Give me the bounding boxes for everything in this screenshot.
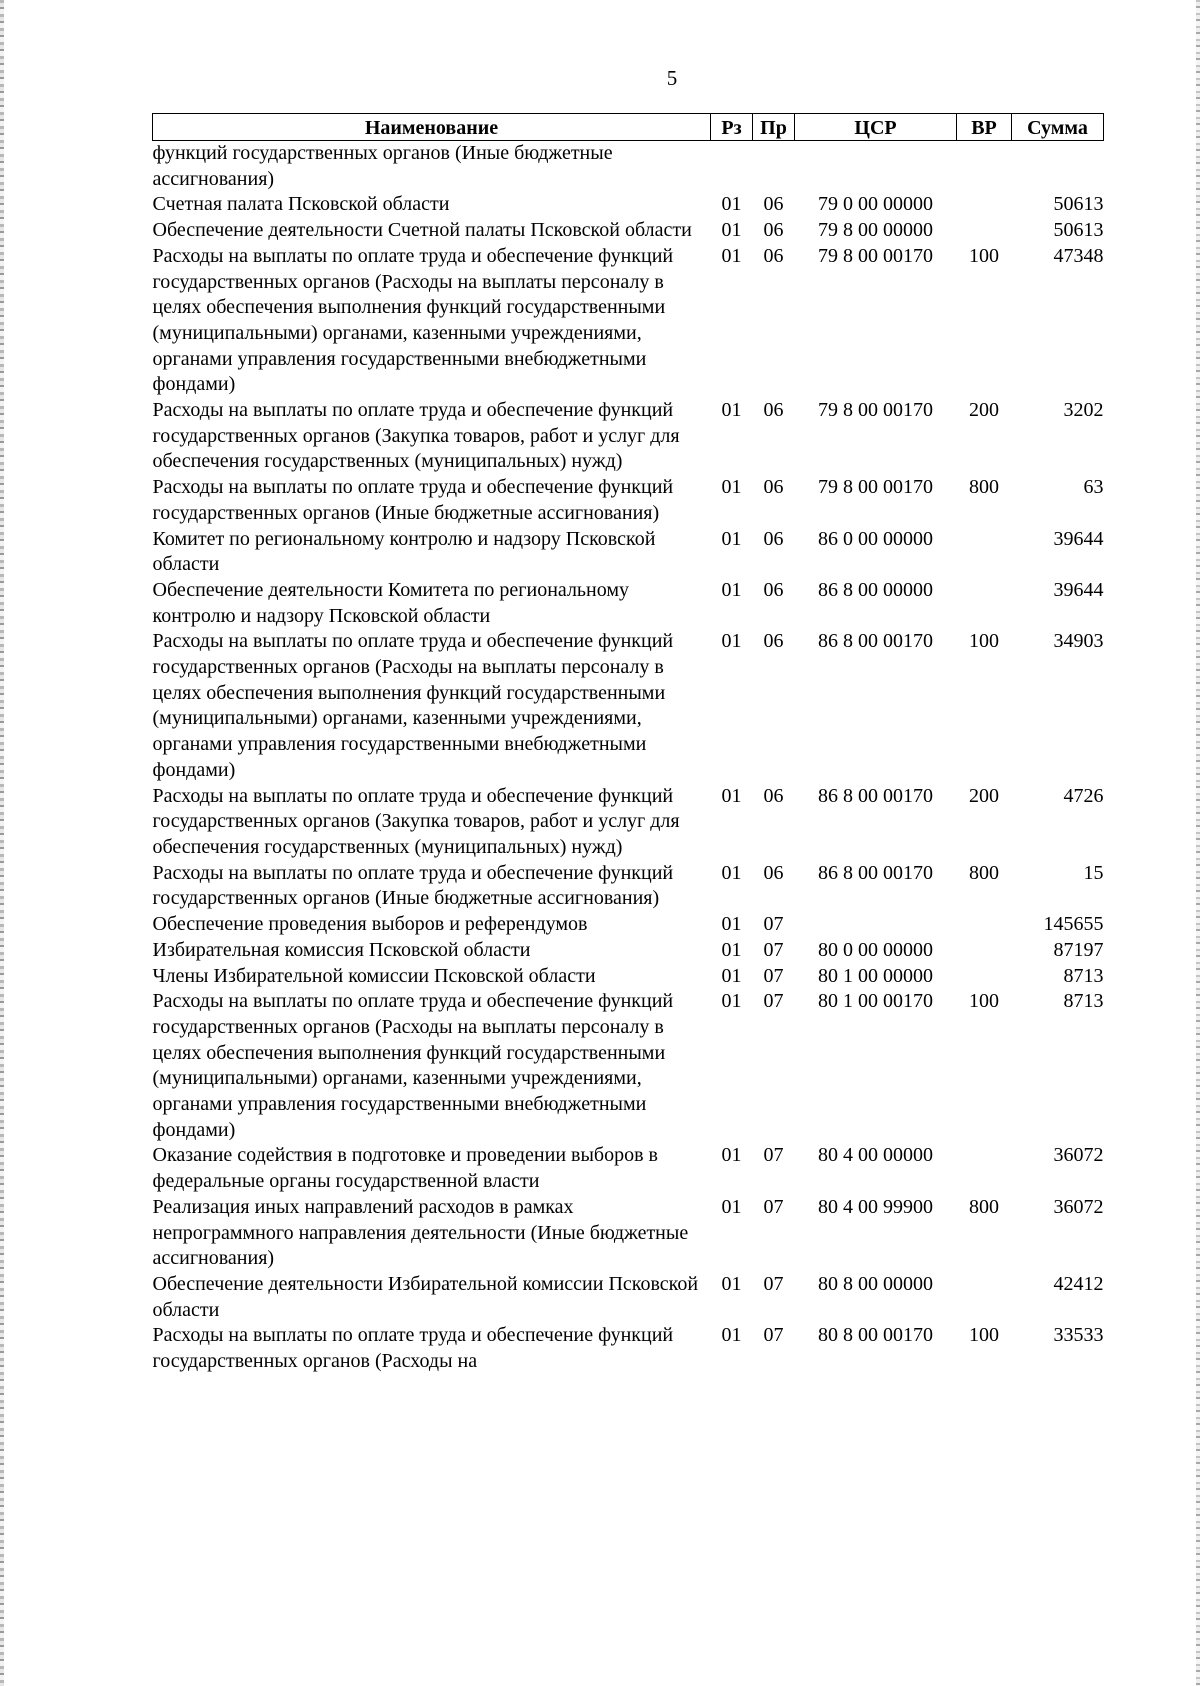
row-name: Оказание содействия в подготовке и проведении выборов в федеральные органы государственной власти [152,1144,658,1193]
row-name: Комитет по региональному контролю и надзору Псковской области [152,527,656,576]
table-body [153,141,1104,1375]
table-row [153,938,1104,964]
row-csr: 79 8 00 00170 [818,476,933,499]
row-pr: 06 [763,193,784,216]
row-vr: 800 [969,861,999,884]
row-name: Обеспечение проведения выборов и референдумов [152,913,588,936]
row-name: Расходы на выплаты по оплате труда и обеспечение функций государственных органов (Расходы на [152,1324,674,1373]
row-name: Избирательная комиссия Псковской области [152,938,531,961]
table-row [153,244,1104,398]
row-vr [957,527,1012,578]
row-pr: 07 [763,1195,784,1218]
row-rz: 01 [721,784,742,807]
table-row [153,475,1104,526]
row-csr: 80 4 00 99900 [818,1195,933,1218]
row-csr: 86 8 00 00170 [818,861,933,884]
row-csr: 80 1 00 00170 [818,990,933,1013]
row-sum [1012,141,1104,193]
row-rz: 01 [721,527,742,550]
row-name: Реализация иных направлений расходов в рамках непрограммного направления деятельности (Иные бюджетные ассигнования) [152,1195,689,1270]
row-rz: 01 [721,1272,742,1295]
row-csr: 80 1 00 00000 [818,964,933,987]
row-vr: 800 [969,1195,999,1218]
row-pr: 07 [763,913,784,936]
page-number: 5 [666,66,678,90]
row-pr: 07 [763,1272,784,1295]
scan-edge-right [1196,0,1200,1686]
row-sum: 8713 [1063,990,1104,1013]
row-rz: 01 [721,219,742,242]
row-pr: 06 [763,244,784,267]
row-sum: 3202 [1063,399,1104,422]
row-sum: 50613 [1053,219,1104,242]
row-rz: 01 [721,630,742,653]
table-row [153,398,1104,475]
row-name: Расходы на выплаты по оплате труда и обеспечение функций государственных органов (Иные бюджетные ассигнования) [152,861,674,910]
header-csr: ЦСР [795,114,957,141]
row-csr: 80 4 00 00000 [818,1144,933,1167]
row-pr [753,141,795,193]
row-csr: 80 8 00 00170 [818,1324,933,1347]
header-row [153,114,1104,141]
row-name: Счетная палата Псковской области [152,193,450,216]
row-pr: 06 [763,476,784,499]
header-vr: ВР [957,114,1012,141]
row-rz: 01 [721,990,742,1013]
row-rz: 01 [721,476,742,499]
row-rz: 01 [721,913,742,936]
row-sum: 39644 [1053,578,1104,601]
row-sum: 63 [1083,476,1104,499]
row-vr [957,938,1012,964]
row-vr [957,192,1012,218]
row-sum: 33533 [1053,1324,1104,1347]
table-row [153,192,1104,218]
row-rz: 01 [721,861,742,884]
table-row [153,912,1104,938]
table-row [153,1195,1104,1272]
row-sum: 4726 [1063,784,1104,807]
table-row [153,784,1104,861]
row-pr: 06 [763,578,784,601]
row-vr [957,1143,1012,1194]
row-rz: 01 [721,578,742,601]
row-name: Обеспечение деятельности Счетной палаты Псковской области [152,219,692,242]
row-name: Обеспечение деятельности Комитета по региональному контролю и надзору Псковской области [152,578,630,627]
row-name: Расходы на выплаты по оплате труда и обеспечение функций государственных органов (Иные бюджетные ассигнования) [152,476,674,524]
row-rz: 01 [721,399,742,422]
row-name: Расходы на выплаты по оплате труда и обеспечение функций государственных органов (Расходы на выплаты персоналу в целях обеспечения выполнения функций государственными (муниципальными) органами, казенными учреждениями, органами управления государственными внебюджетными фондами) [152,244,674,396]
row-pr: 06 [763,630,784,653]
budget-table [152,113,1104,1375]
header-rz: Рз [711,114,753,141]
row-sum: 42412 [1053,1272,1104,1295]
table-row [153,1143,1104,1194]
table-row [153,989,1104,1143]
row-pr: 06 [763,399,784,422]
row-pr: 07 [763,938,784,961]
header-sum: Сумма [1012,114,1104,141]
row-sum: 39644 [1053,527,1104,550]
row-vr: 100 [969,244,999,267]
header-pr: Пр [753,114,795,141]
row-sum: 87197 [1053,938,1104,961]
row-name: Члены Избирательной комиссии Псковской области [152,964,596,987]
row-name: Обеспечение деятельности Избирательной комиссии Псковской области [152,1272,699,1321]
row-csr: 79 0 00 00000 [818,193,933,216]
row-vr: 100 [969,1324,999,1347]
table-row [153,218,1104,244]
row-csr: 86 0 00 00000 [818,527,933,550]
table-row [153,141,1104,193]
row-csr: 79 8 00 00000 [818,219,933,242]
row-rz: 01 [721,1195,742,1218]
row-name: Расходы на выплаты по оплате труда и обеспечение функций государственных органов (Расходы на выплаты персоналу в целях обеспечения выполнения функций государственными (муниципальными) органами, казенными учреждениями, органами управления государственными внебюджетными фондами) [152,630,674,781]
row-sum: 15 [1083,861,1104,884]
row-sum: 145655 [1043,913,1104,936]
row-rz: 01 [721,1324,742,1347]
table-row [153,964,1104,990]
table-header [153,114,1104,141]
row-rz: 01 [721,938,742,961]
scan-edge-left [0,0,4,1686]
row-name: Расходы на выплаты по оплате труда и обеспечение функций государственных органов (Закупка товаров, работ и услуг для обеспечения государственных (муниципальных) нужд) [152,399,680,473]
row-sum: 47348 [1053,244,1104,267]
row-pr: 07 [763,1324,784,1347]
row-pr: 07 [763,990,784,1013]
row-csr: 86 8 00 00000 [818,578,933,601]
row-csr: 86 8 00 00170 [818,630,933,653]
row-pr: 06 [763,861,784,884]
row-rz [711,141,753,193]
table-row [153,861,1104,912]
row-csr: 80 8 00 00000 [818,1272,933,1295]
row-rz: 01 [721,244,742,267]
table-row [153,578,1104,629]
row-vr [957,218,1012,244]
row-vr [957,964,1012,990]
row-csr: 79 8 00 00170 [818,244,933,267]
row-sum: 34903 [1053,630,1104,653]
row-sum: 36072 [1053,1195,1104,1218]
row-pr: 06 [763,219,784,242]
table-row [153,1323,1104,1374]
row-vr [957,1272,1012,1323]
row-pr: 06 [763,784,784,807]
row-rz: 01 [721,1144,742,1167]
row-vr: 200 [969,784,999,807]
table-row [153,629,1104,783]
row-vr [957,141,1012,193]
header-name: Наименование [153,114,711,141]
row-sum: 36072 [1053,1144,1104,1167]
row-vr [957,578,1012,629]
table-row [153,527,1104,578]
page-number-container [0,66,1200,91]
row-pr: 07 [763,1144,784,1167]
row-vr: 100 [969,630,999,653]
row-sum: 8713 [1063,964,1104,987]
row-vr [957,912,1012,938]
row-rz: 01 [721,964,742,987]
row-csr: 86 8 00 00170 [818,784,933,807]
row-csr: 79 8 00 00170 [818,399,933,422]
row-name: функций государственных органов (Иные бюджетные ассигнования) [152,142,613,190]
row-vr: 100 [969,990,999,1013]
row-sum: 50613 [1053,193,1104,216]
row-csr [795,141,957,193]
table-row [153,1272,1104,1323]
row-name: Расходы на выплаты по оплате труда и обеспечение функций государственных органов (Расходы на выплаты персоналу в целях обеспечения выполнения функций государственными (муниципальными) органами, казенными учреждениями, органами управления государственными внебюджетными фондами) [152,990,674,1141]
row-vr: 200 [969,399,999,422]
row-pr: 07 [763,964,784,987]
row-rz: 01 [721,193,742,216]
row-pr: 06 [763,527,784,550]
row-csr: 80 0 00 00000 [818,938,933,961]
row-vr: 800 [969,476,999,499]
row-name: Расходы на выплаты по оплате труда и обеспечение функций государственных органов (Закупка товаров, работ и услуг для обеспечения государственных (муниципальных) нужд) [152,784,680,858]
row-csr [795,912,957,938]
